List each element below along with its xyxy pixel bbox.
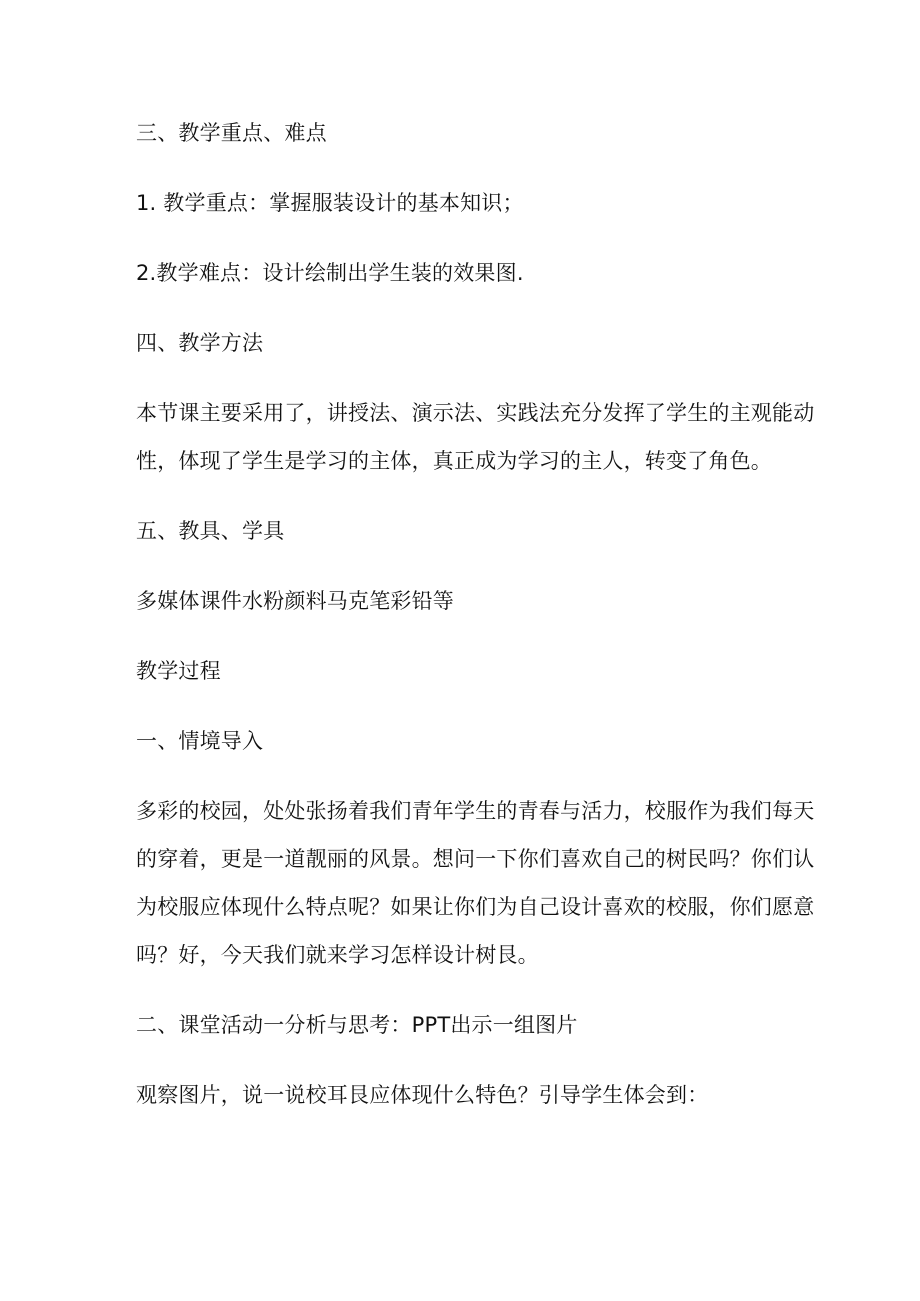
intro-paragraph-line: 为校服应体现什么特点呢？如果让你们为自己设计喜欢的校服，你们愿意 [136, 895, 815, 919]
step2-heading: 二、课堂活动一分析与思考：PPT出示一组图片 [136, 1013, 578, 1037]
intro-paragraph-line: 多彩的校园，处处张扬着我们青年学生的青春与活力，校服作为我们每天 [136, 799, 815, 823]
process-heading: 教学过程 [136, 659, 221, 683]
section5-heading: 五、教具、学具 [136, 519, 285, 543]
method-paragraph-line: 本节课主要采用了，讲授法、演示法、实践法充分发挥了学生的主观能动 [136, 401, 815, 425]
difficult-point-line: 2.教学难点：设计绘制出学生装的效果图. [136, 261, 524, 285]
key-point-line: 1. 教学重点：掌握服装设计的基本知识； [136, 191, 524, 215]
section4-heading: 四、教学方法 [136, 331, 264, 355]
method-paragraph-line: 性，体现了学生是学习的主体，真正成为学习的主人，转变了角色。 [136, 449, 772, 473]
intro-paragraph-line: 的穿着，更是一道靓丽的风景。想问一下你们喜欢自己的树民吗？你们认 [136, 847, 815, 871]
method-paragraph [136, 396, 815, 478]
tools-text: 多媒体课件水粉颜料马克笔彩铅等 [136, 589, 454, 613]
step1-heading: 一、情境导入 [136, 729, 264, 753]
intro-paragraph-line: 吗？好，今天我们就来学习怎样设计树艮。 [136, 943, 539, 967]
section3-heading: 三、教学重点、难点 [136, 121, 327, 145]
observe-text: 观察图片，说一说校耳艮应体现什么特色？引导学生体会到： [136, 1083, 709, 1107]
intro-paragraph [136, 794, 815, 972]
